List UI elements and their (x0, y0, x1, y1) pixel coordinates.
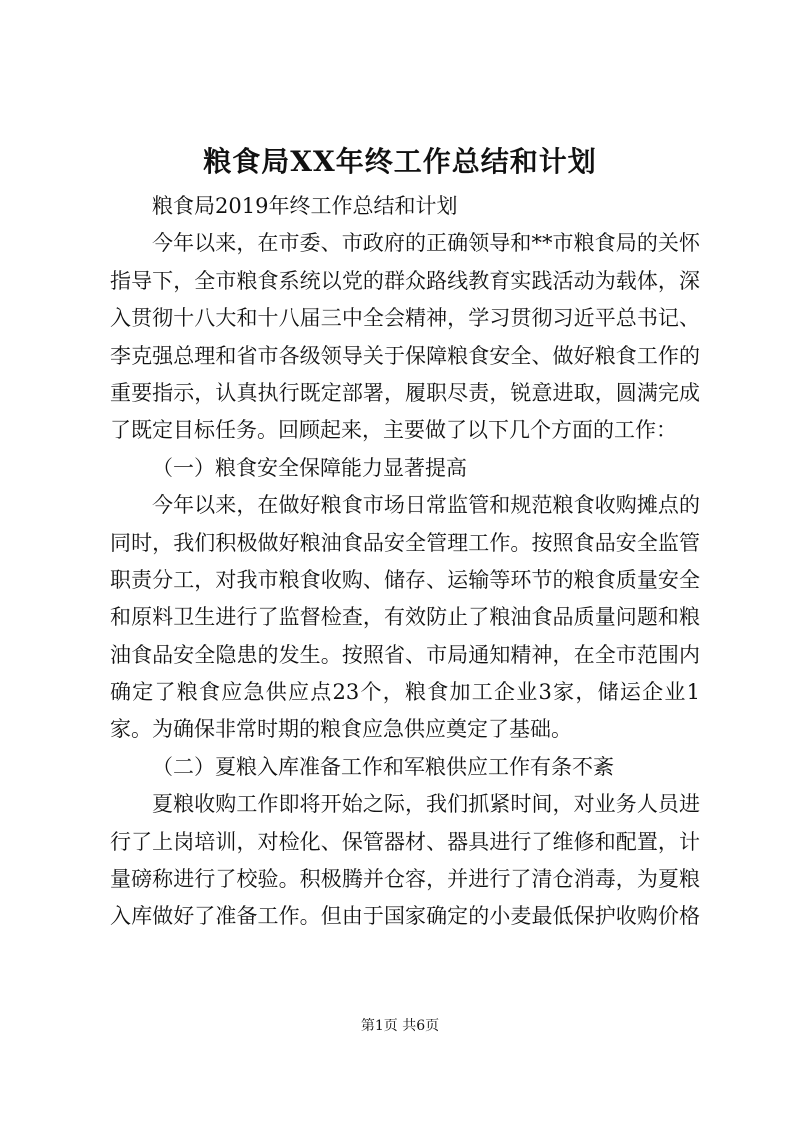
paragraph-line: 入库做好了准备工作。但由于国家确定的小麦最低保护收购价格 (110, 904, 700, 929)
document-body (110, 188, 700, 936)
paragraph-line: 和原料卫生进行了监督检查，有效防止了粮油食品质量问题和粮 (110, 605, 700, 630)
paragraph-line: 重要指示，认真执行既定部署，履职尽责，锐意进取，圆满完成 (110, 380, 700, 405)
paragraph-line: 指导下，全市粮食系统以党的群众路线教育实践活动为载体，深 (110, 268, 700, 293)
paragraph-line: 入贯彻十八大和十八届三中全会精神，学习贯彻习近平总书记、 (110, 306, 700, 331)
paragraph-line: 职责分工，对我市粮食收购、储存、运输等环节的粮食质量安全 (110, 567, 700, 592)
paragraph-line: 家。为确保非常时期的粮食应急供应奠定了基础。 (110, 717, 572, 742)
paragraph-line: 同时，我们积极做好粮油食品安全管理工作。按照食品安全监管 (110, 530, 700, 555)
paragraph-line: 夏粮收购工作即将开始之际，我们抓紧时间，对业务人员进 (152, 792, 700, 817)
document-subtitle: 粮食局2019年终工作总结和计划 (152, 194, 458, 218)
paragraph-line: 油食品安全隐患的发生。按照省、市局通知精神，在全市范围内 (110, 642, 700, 667)
section-heading: （二）夏粮入库准备工作和军粮供应工作有条不紊 (152, 754, 614, 779)
paragraph-line: 今年以来，在做好粮食市场日常监管和规范粮食收购摊点的 (152, 493, 700, 518)
paragraph-line: 确定了粮食应急供应点23个，粮食加工企业3家，储运企业1 (110, 680, 700, 705)
paragraph-line: 行了上岗培训，对检化、保管器材、器具进行了维修和配置，计 (110, 829, 700, 854)
paragraph-line: 李克强总理和省市各级领导关于保障粮食安全、做好粮食工作的 (110, 343, 700, 368)
section-heading: （一）粮食安全保障能力显著提高 (152, 455, 467, 480)
document-title: 粮食局XX年终工作总结和计划 (203, 145, 597, 178)
paragraph-line: 今年以来，在市委、市政府的正确领导和**市粮食局的关怀 (152, 231, 700, 256)
page-number-footer: 第1页 共6页 (360, 1018, 440, 1034)
paragraph-line: 量磅称进行了校验。积极腾并仓容，并进行了清仓消毒，为夏粮 (110, 867, 700, 892)
paragraph-line: 了既定目标任务。回顾起来，主要做了以下几个方面的工作： (110, 418, 677, 443)
